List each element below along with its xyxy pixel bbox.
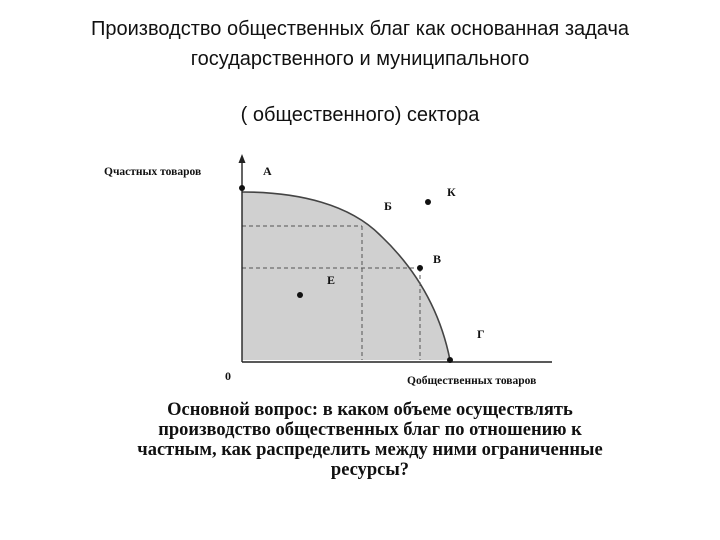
- question-line-1: Основной вопрос: в каком объеме осуществлять: [167, 400, 573, 420]
- point-label-a: А: [263, 164, 272, 178]
- point-label-k: К: [447, 185, 456, 199]
- y-axis-label: Qчастных товаров: [104, 166, 202, 178]
- title-line-3: ( общественного) сектора: [240, 104, 480, 126]
- point-label-e: Е: [327, 273, 336, 287]
- point-label-g: Г: [477, 327, 485, 341]
- point-label-v: В: [433, 252, 442, 266]
- title-line-1: Производство общественных благ как основанная задача: [90, 18, 630, 40]
- feasible-region: [242, 192, 450, 360]
- y-axis-arrow-icon: [239, 154, 246, 163]
- point-a: [239, 185, 245, 191]
- point-v: [417, 265, 423, 271]
- point-g: [447, 357, 453, 363]
- origin-label: 0: [225, 369, 231, 383]
- point-k: [425, 199, 431, 205]
- title-line-2: государственного и муниципального: [190, 48, 530, 70]
- main-question: [100, 400, 640, 480]
- point-e: [297, 292, 303, 298]
- x-axis-label: Qобщественных товаров: [407, 375, 537, 387]
- question-line-4: ресурсы?: [330, 460, 410, 480]
- point-label-b: Б: [384, 199, 392, 213]
- question-line-2: производство общественных благ по отношению к: [158, 420, 582, 440]
- question-line-3: частным, как распределить между ними ограниченные: [137, 440, 603, 460]
